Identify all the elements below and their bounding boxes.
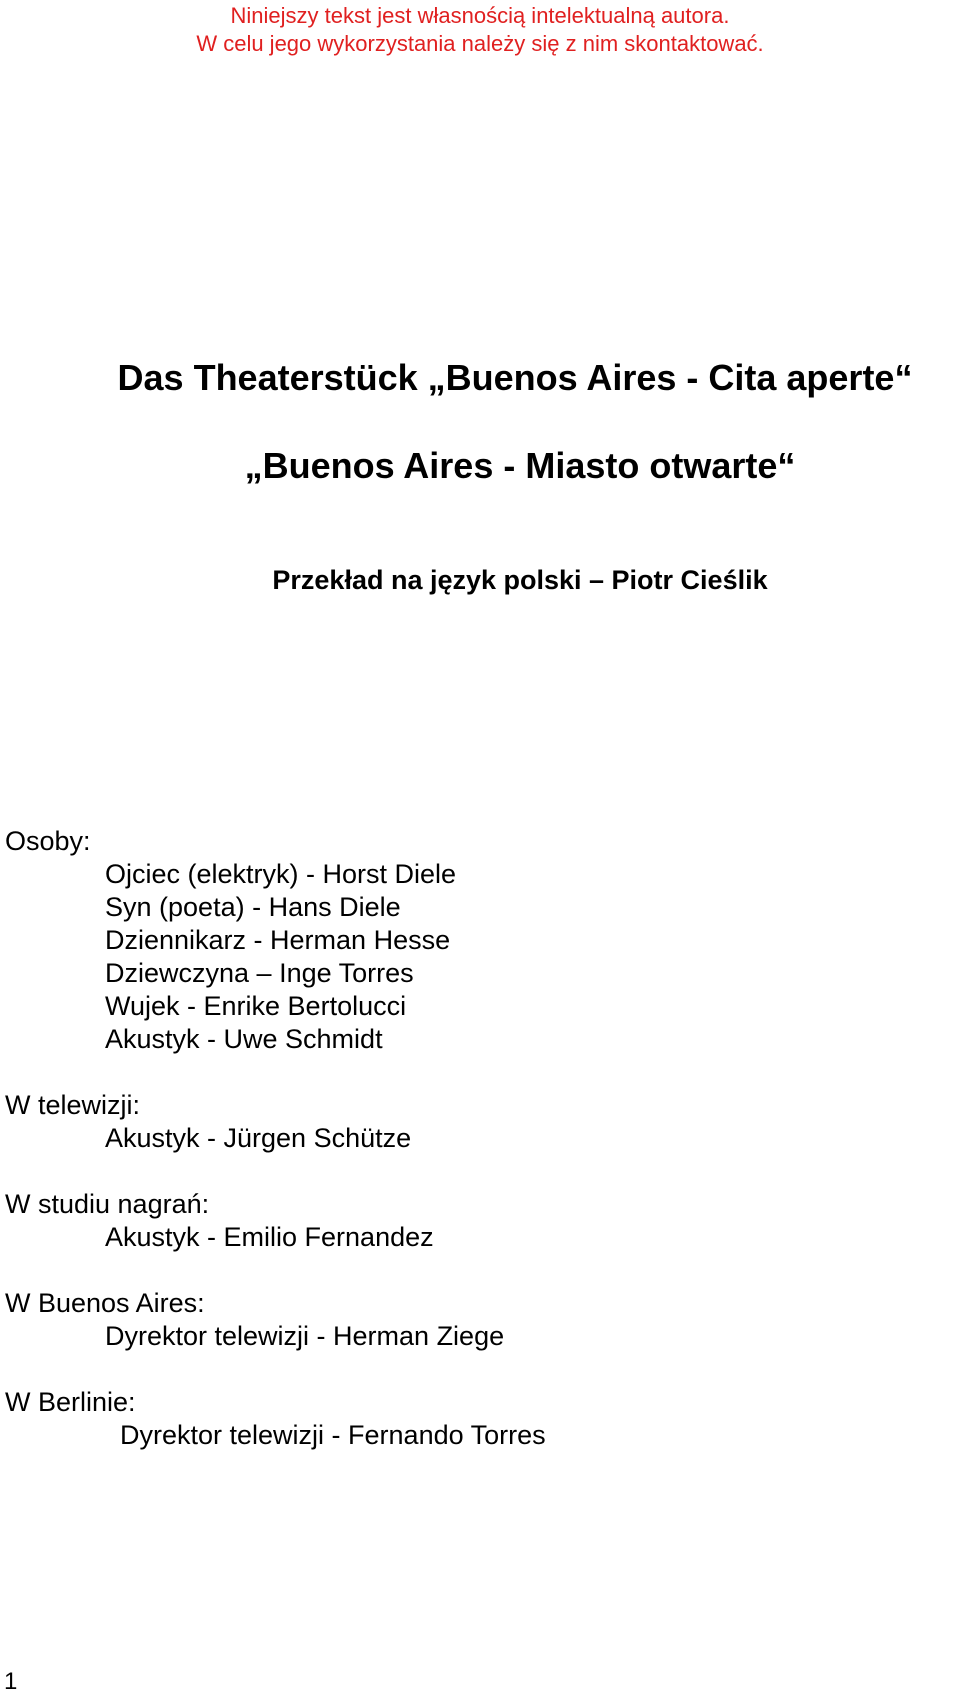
cast-group-studio — [5, 1188, 546, 1254]
cast-group-tv — [5, 1089, 546, 1155]
cast-role: Ojciec (elektryk) - Horst Diele — [105, 859, 457, 889]
group-label: W Buenos Aires: — [5, 1288, 205, 1318]
cast-list — [5, 825, 546, 1452]
cast-role: Syn (poeta) - Hans Diele — [105, 892, 401, 922]
translation-credit: Przekład na język polski – Piotr Cieślik — [272, 565, 768, 595]
group-label: W studiu nagrań: — [5, 1189, 210, 1219]
polish-title: „Buenos Aires - Miasto otwarte“ — [244, 445, 796, 486]
cast-role: Dyrektor telewizji - Herman Ziege — [105, 1321, 505, 1351]
cast-role: Dziennikarz - Herman Hesse — [105, 925, 451, 955]
group-label: W telewizji: — [5, 1090, 141, 1120]
group-label: Osoby: — [5, 826, 91, 856]
cast-role: Dyrektor telewizji - Fernando Torres — [120, 1420, 546, 1450]
notice-line-1: Niniejszy tekst jest własnością intelektualną autora. — [230, 3, 730, 28]
cast-role: Wujek - Enrike Bertolucci — [105, 991, 407, 1021]
cast-group-berlin — [5, 1386, 546, 1452]
cast-group-buenos-aires — [5, 1287, 546, 1353]
cast-group-persons — [5, 825, 546, 1056]
notice-line-2: W celu jego wykorzystania należy się z nim skontaktować. — [196, 31, 764, 56]
group-label: W Berlinie: — [5, 1387, 136, 1417]
cast-role: Akustyk - Uwe Schmidt — [105, 1024, 383, 1054]
copyright-notice — [0, 2, 960, 58]
german-title: Das Theaterstück „Buenos Aires - Cita aperte“ — [117, 357, 913, 398]
cast-role: Dziewczyna – Inge Torres — [105, 958, 414, 988]
cast-role: Akustyk - Jürgen Schütze — [105, 1123, 412, 1153]
cast-role: Akustyk - Emilio Fernandez — [105, 1222, 434, 1252]
page-number: 1 — [4, 1668, 18, 1695]
